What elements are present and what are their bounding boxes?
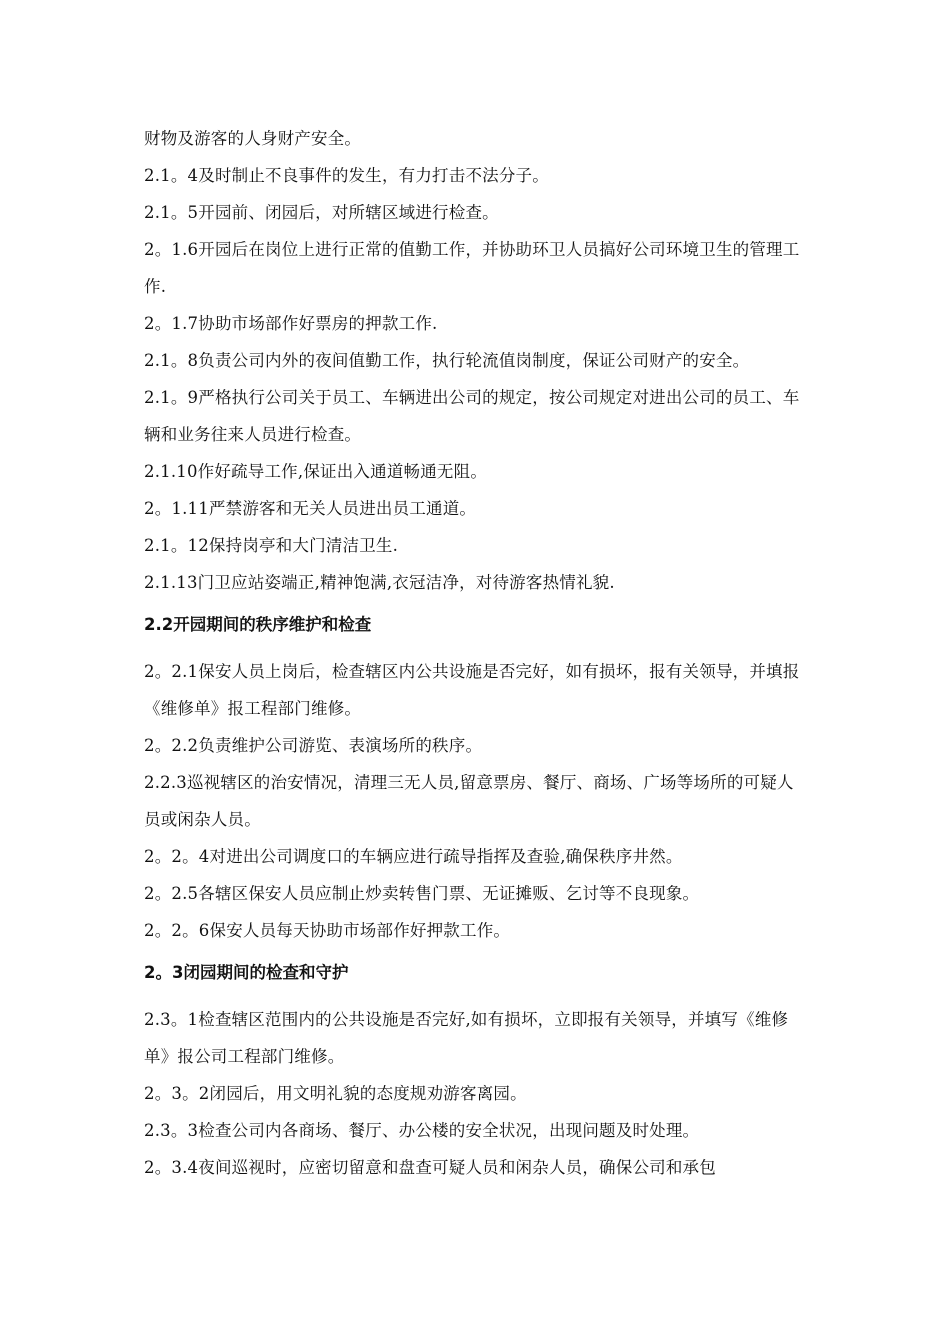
paragraph: 2.1。12保持岗亭和大门清洁卫生. [144, 536, 399, 555]
paragraph: 2。2.5各辖区保安人员应制止炒卖转售门票、无证摊贩、乞讨等不良现象。 [144, 884, 700, 903]
paragraph: 2.1。8负责公司内外的夜间值勤工作，执行轮流值岗制度，保证公司财产的安全。 [144, 351, 750, 370]
paragraph: 2。2。4对进出公司调度口的车辆应进行疏导指挥及查验,确保秩序井然。 [144, 847, 683, 866]
paragraph: 2。3.4夜间巡视时，应密切留意和盘查可疑人员和闲杂人员，确保公司和承包 [144, 1158, 716, 1177]
paragraph: 2。1.11严禁游客和无关人员进出员工通道。 [144, 499, 477, 518]
paragraph: 2.2.3巡视辖区的治安情况，清理三无人员,留意票房、餐厅、商场、广场等场所的可疑人员或闲杂人员。 [144, 773, 794, 829]
section-heading-2-2: 2.2开园期间的秩序维护和检查 [144, 615, 372, 634]
paragraph: 2.1.13门卫应站姿端正,精神饱满,衣冠洁净，对待游客热情礼貌. [144, 573, 615, 592]
paragraph: 2.1.10作好疏导工作,保证出入通道畅通无阻。 [144, 462, 488, 481]
document-body [144, 120, 806, 1186]
paragraph: 2。1.6开园后在岗位上进行正常的值勤工作，并协助环卫人员搞好公司环境卫生的管理工作. [144, 240, 800, 296]
paragraph: 2.1。4及时制止不良事件的发生，有力打击不法分子。 [144, 166, 549, 185]
paragraph: 2.3。3检查公司内各商场、餐厅、办公楼的安全状况，出现问题及时处理。 [144, 1121, 700, 1140]
paragraph: 2。1.7协助市场部作好票房的押款工作. [144, 314, 438, 333]
paragraph: 2。2.1保安人员上岗后，检查辖区内公共设施是否完好，如有损坏，报有关领导，并填报《维修单》报工程部门维修。 [144, 662, 800, 718]
paragraph: 财物及游客的人身财产安全。 [144, 129, 362, 148]
paragraph: 2。3。2闭园后，用文明礼貌的态度规劝游客离园。 [144, 1084, 527, 1103]
paragraph: 2。2.2负责维护公司游览、表演场所的秩序。 [144, 736, 483, 755]
paragraph: 2.3。1检查辖区范围内的公共设施是否完好,如有损坏，立即报有关领导，并填写《维修单》报公司工程部门维修。 [144, 1010, 789, 1066]
paragraph: 2。2。6保安人员每天协助市场部作好押款工作。 [144, 921, 511, 940]
paragraph: 2.1。9严格执行公司关于员工、车辆进出公司的规定，按公司规定对进出公司的员工、车辆和业务往来人员进行检查。 [144, 388, 800, 444]
section-heading-2-3: 2。3闭园期间的检查和守护 [144, 963, 349, 982]
paragraph: 2.1。5开园前、闭园后，对所辖区域进行检查。 [144, 203, 499, 222]
